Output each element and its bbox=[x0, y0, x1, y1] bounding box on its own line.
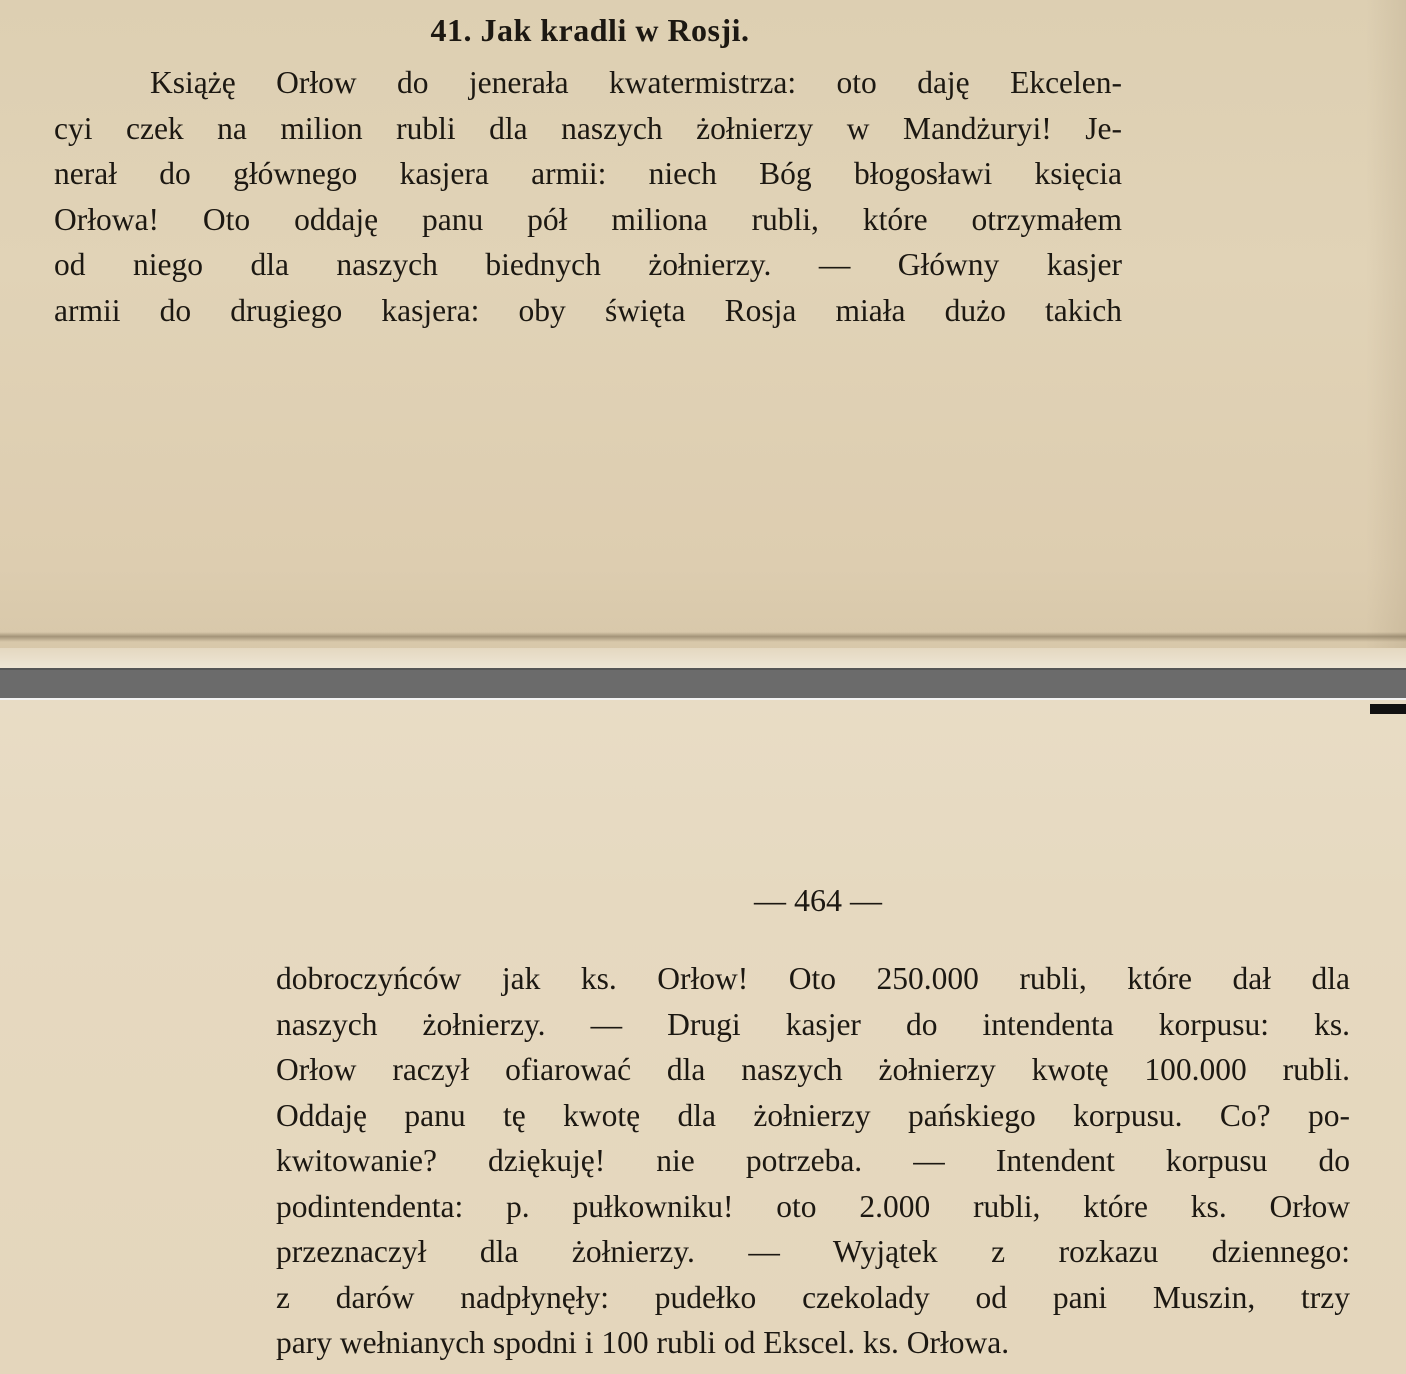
text-line: Oddaję panu tę kwotę dla żołnierzy pańskiego korpusu. Co? po- bbox=[276, 1097, 1350, 1133]
text-line: z darów nadpłynęły: pudełko czekolady od pani Muszin, trzy bbox=[276, 1279, 1350, 1315]
text-line: kwitowanie? dziękuję! nie potrzeba. — Intendent korpusu do bbox=[276, 1143, 1350, 1178]
text-line: nerał do głównego kasjera armii: niech Bóg błogosławi księcia bbox=[54, 156, 1122, 191]
text-line: Orłow raczył ofiarować dla naszych żołnierzy kwotę 100.000 rubli. bbox=[276, 1052, 1350, 1087]
bottom-page-scan bbox=[0, 700, 1406, 1374]
page-bottom-edge bbox=[0, 648, 1406, 668]
text-line: naszych żołnierzy. — Drugi kasjer do intendenta korpusu: ks. bbox=[276, 1006, 1350, 1042]
section-heading: 41. Jak kradli w Rosji. bbox=[430, 12, 750, 48]
text-line: armii do drugiego kasjera: oby święta Rosja miała dużo takich bbox=[54, 292, 1122, 328]
page-fold-line bbox=[0, 632, 1406, 642]
top-paragraph bbox=[54, 60, 1122, 333]
text-line: podintendenta: p. pułkowniku! oto 2.000 rubli, które ks. Orłow bbox=[276, 1188, 1350, 1224]
page-edge-shadow bbox=[1366, 0, 1406, 668]
text-line: od niego dla naszych biednych żołnierzy. — Główny kasjer bbox=[54, 247, 1122, 282]
text-line: pary wełnianych spodni i 100 rubli od Ekscel. ks. Orłowa. bbox=[276, 1325, 1010, 1360]
top-page-scan bbox=[0, 0, 1406, 668]
text-line: przeznaczył dla żołnierzy. — Wyjątek z rozkazu dziennego: bbox=[276, 1234, 1350, 1269]
text-line: Orłowa! Oto oddaję panu pół miliona rubli, które otrzymałem bbox=[54, 201, 1122, 237]
page-number: — 464 — bbox=[754, 882, 882, 918]
text-line: cyi czek na milion rubli dla naszych żołnierzy w Mandżuryi! Je- bbox=[54, 110, 1122, 146]
bottom-paragraph bbox=[276, 956, 1350, 1366]
text-line: Książę Orłow do jenerała kwatermistrza: oto daję Ekcelen- bbox=[150, 65, 1122, 100]
page-separator-bar bbox=[0, 668, 1406, 700]
text-line: dobroczyńców jak ks. Orłow! Oto 250.000 rubli, które dał dla bbox=[276, 961, 1350, 996]
scan-corner-mark bbox=[1370, 704, 1406, 714]
